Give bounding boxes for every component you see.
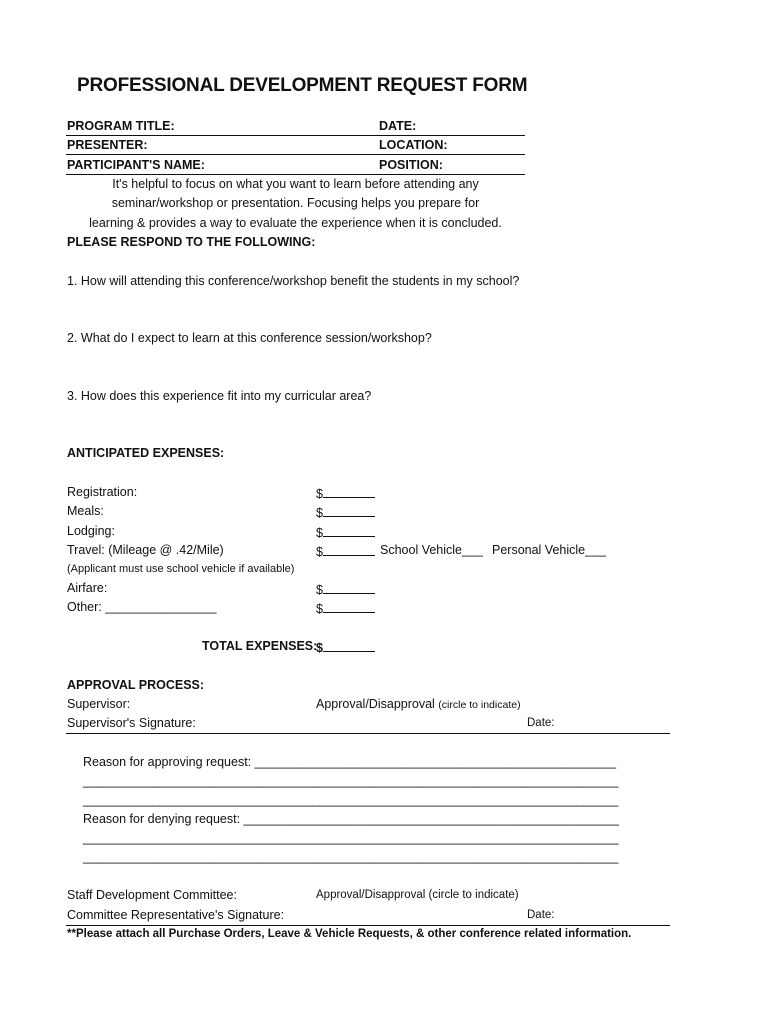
registration-amount[interactable]: [316, 485, 375, 501]
page-title: PROFESSIONAL DEVELOPMENT REQUEST FORM: [77, 75, 528, 96]
dollar-sign: $: [316, 545, 323, 559]
participant-name-label: PARTICIPANT'S NAME:: [67, 158, 205, 172]
supervisor-approval-choice[interactable]: [316, 697, 521, 711]
approving-blank-line-2[interactable]: _____________________________________________________________________________: [83, 793, 619, 807]
total-expenses-amount[interactable]: [316, 639, 375, 655]
dollar-sign: $: [316, 583, 323, 597]
reason-denying[interactable]: Reason for denying request: ______________________________________________________: [83, 812, 619, 826]
position-label: POSITION:: [379, 158, 443, 172]
supervisor-date-label: Date:: [527, 717, 555, 729]
other-blank[interactable]: [323, 600, 375, 613]
dollar-sign: $: [316, 526, 323, 540]
committee-label: Staff Development Committee:: [67, 888, 237, 902]
dollar-sign: $: [316, 506, 323, 520]
lodging-blank[interactable]: [323, 524, 375, 537]
footnote: **Please attach all Purchase Orders, Leave & Vehicle Requests, & other conference related information.: [67, 928, 632, 940]
total-expenses-label: TOTAL EXPENSES:: [202, 639, 318, 653]
vehicle-note: (Applicant must use school vehicle if available): [67, 563, 295, 575]
respond-heading: PLEASE RESPOND TO THE FOLLOWING:: [67, 235, 316, 249]
supervisor-signature-line[interactable]: [66, 733, 670, 734]
question-1: 1. How will attending this conference/workshop benefit the students in my school?: [67, 274, 520, 288]
header-line-3: [66, 174, 525, 175]
dollar-sign: $: [316, 641, 323, 655]
location-label: LOCATION:: [379, 138, 448, 152]
committee-signature-line[interactable]: [66, 925, 670, 926]
circle-note: (circle to indicate): [438, 699, 521, 711]
denying-blank-line-2[interactable]: _____________________________________________________________________________: [83, 850, 619, 864]
travel-amount[interactable]: [316, 543, 375, 559]
meals-blank[interactable]: [323, 504, 375, 517]
airfare-amount[interactable]: [316, 581, 375, 597]
other-label[interactable]: Other: ________________: [67, 600, 217, 614]
meals-label: Meals:: [67, 504, 104, 518]
lodging-label: Lodging:: [67, 524, 115, 538]
registration-label: Registration:: [67, 485, 138, 499]
committee-date-label: Date:: [527, 909, 555, 921]
lodging-amount[interactable]: [316, 524, 375, 540]
dollar-sign: $: [316, 602, 323, 616]
question-3: 3. How does this experience fit into my curricular area?: [67, 389, 372, 403]
reason-approving[interactable]: Reason for approving request: ____________________________________________________: [83, 755, 617, 769]
approval-disapproval-text[interactable]: Approval/Disapproval: [316, 697, 435, 711]
header-line-1: [66, 135, 525, 136]
registration-blank[interactable]: [323, 485, 375, 498]
meals-amount[interactable]: [316, 504, 375, 520]
intro-line-3: learning & provides a way to evaluate the experience when it is concluded.: [89, 216, 502, 230]
supervisor-label: Supervisor:: [67, 697, 131, 711]
presenter-label: PRESENTER:: [67, 138, 148, 152]
committee-approval-choice[interactable]: Approval/Disapproval (circle to indicate): [316, 889, 519, 901]
intro-line-1: It's helpful to focus on what you want to learn before attending any: [112, 177, 479, 191]
dollar-sign: $: [316, 487, 323, 501]
denying-blank-line-1[interactable]: _____________________________________________________________________________: [83, 831, 619, 845]
travel-label: Travel: (Mileage @ .42/Mile): [67, 543, 224, 557]
airfare-blank[interactable]: [323, 581, 375, 594]
approving-blank-line-1[interactable]: _____________________________________________________________________________: [83, 774, 619, 788]
committee-signature-label: Committee Representative's Signature:: [67, 908, 285, 922]
airfare-label: Airfare:: [67, 581, 108, 595]
approval-heading: APPROVAL PROCESS:: [67, 678, 205, 692]
other-amount[interactable]: [316, 600, 375, 616]
date-label: DATE:: [379, 119, 417, 133]
expenses-heading: ANTICIPATED EXPENSES:: [67, 446, 225, 460]
question-2: 2. What do I expect to learn at this conference session/workshop?: [67, 331, 432, 345]
header-line-2: [66, 154, 525, 155]
school-vehicle-option[interactable]: School Vehicle___: [380, 543, 483, 557]
intro-line-2: seminar/workshop or presentation. Focusing helps you prepare for: [111, 196, 480, 210]
supervisor-signature-label: Supervisor's Signature:: [67, 716, 196, 730]
program-title-label: PROGRAM TITLE:: [67, 119, 175, 133]
total-blank[interactable]: [323, 639, 375, 652]
personal-vehicle-option[interactable]: Personal Vehicle___: [492, 543, 606, 557]
travel-blank[interactable]: [323, 543, 375, 556]
